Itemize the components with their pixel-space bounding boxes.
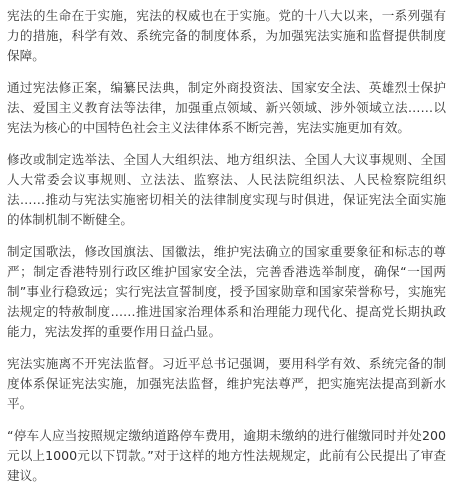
paragraph-1: 宪法的生命在于实施，宪法的权威也在于实施。党的十八大以来，一系列强有力的措施，科学有效、系统完备的制度体系，为加强宪法实施和监督提供制度保障。 <box>7 8 446 63</box>
paragraph-3: 修改或制定选举法、全国人大组织法、地方组织法、全国人大议事规则、全国人大常委会议事规则、立法法、监察法、人民法院组织法、人民检察院组织法……推动与宪法实施密切相关的法律制度实现与时俱进，保证宪法全面实施的体制机制不断健全。 <box>7 152 446 227</box>
paragraph-5: 宪法实施离不开宪法监督。习近平总书记强调，要用科学有效、系统完备的制度体系保证宪法实施，加强宪法监督，维护宪法尊严，把实施宪法提高到新水平。 <box>7 356 446 411</box>
paragraph-2: 通过宪法修正案，编纂民法典，制定外商投资法、国家安全法、英雄烈士保护法、爱国主义教育法等法律，加强重点领域、新兴领域、涉外领域立法……以宪法为核心的中国特色社会主义法律体系不断完善，宪法实施更加有效。 <box>7 80 446 135</box>
paragraph-4: 制定国歌法，修改国旗法、国徽法，维护宪法确立的国家重要象征和标志的尊严；制定香港特别行政区维护国家安全法，完善香港选举制度，确保“一国两制”事业行稳致远；实行宪法宣誓制度，授予国家勋章和国家荣誉称号，实施宪法规定的特赦制度……推进国家治理体系和治理能力现代化、提高党长期执政能力，宪法发挥的重要作用日益凸显。 <box>7 244 446 339</box>
paragraph-6: “停车人应当按照规定缴纳道路停车费用，逾期未缴纳的进行催缴同时并处200元以上1000元以下罚款。”对于这样的地方性法规规定，此前有公民提出了审查建议。 <box>7 428 446 483</box>
